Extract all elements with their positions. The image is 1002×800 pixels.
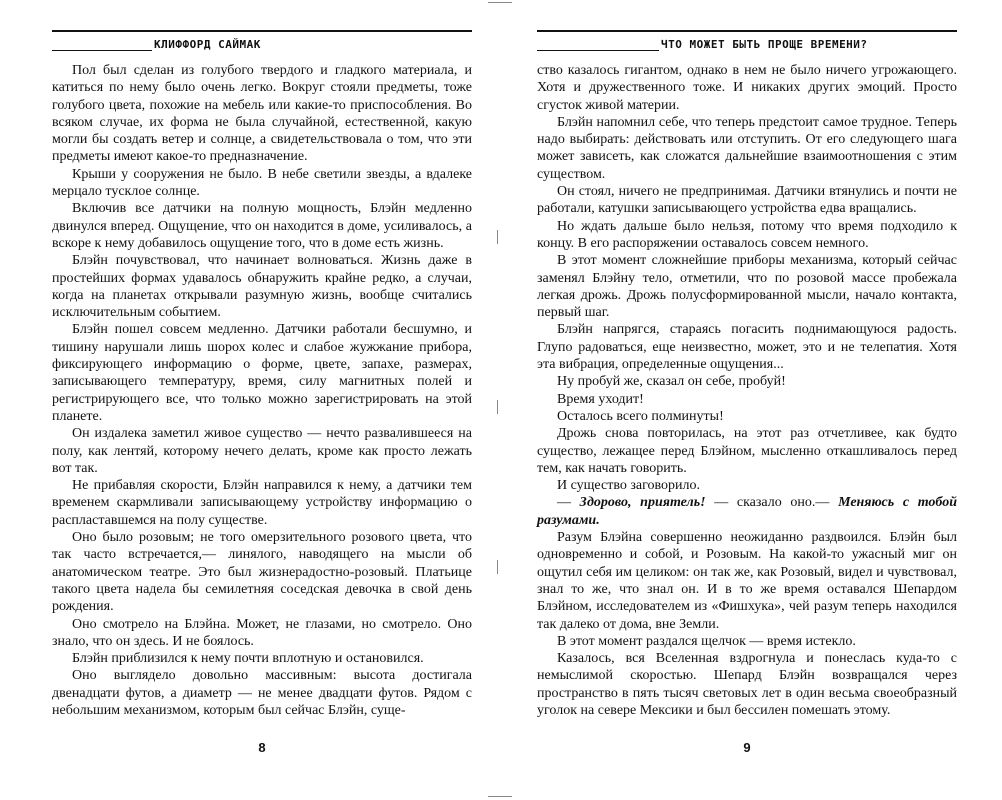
dialog-paragraph	[537, 494, 957, 529]
paragraph: В этот момент сложнейшие приборы механизма, который сейчас заменял Блэйну тело, отметили, что по розовой массе пробежала легкая дрожь. Дрожь полусформированной мысли, начало контакта, первый шаг.	[537, 253, 957, 321]
left-running-header	[52, 30, 472, 54]
paragraph: Время уходит!	[557, 391, 644, 407]
gutter-mark	[497, 230, 498, 244]
paragraph: Оно смотрело на Блэйна. Может, не глазами, но смотрело. Оно знало, что он здесь. И не боялось.	[52, 616, 472, 649]
header-rule	[52, 50, 152, 51]
paragraph: Осталось всего полминуты!	[557, 408, 724, 424]
right-header-title: ЧТО МОЖЕТ БЫТЬ ПРОЩЕ ВРЕМЕНИ?	[661, 38, 868, 51]
right-page-number: 9	[743, 740, 751, 755]
paragraph: Блэйн приблизился к нему почти вплотную и остановился.	[72, 651, 424, 667]
dialog-quote: Здорово, приятель!	[579, 495, 706, 511]
paragraph: Он стоял, ничего не предпринимая. Датчики втянулись и почти не работали, катушки записывающего устройства едва вращались.	[537, 184, 957, 217]
paragraph: Казалось, вся Вселенная вздрогнула и понеслась куда-то с немыслимой скоростью. Шепард Блэйн возвращался через пространство в пять тысяч световых лет в один весьма своеобразный уголок на севере Мексики и был бессилен помешать этому.	[537, 651, 957, 718]
paragraph: Не прибавляя скорости, Блэйн направился к нему, а датчики тем временем скармливали записывающему устройству информацию о распластавшемся на полу существе.	[52, 478, 472, 528]
paragraph: Блэйн почувствовал, что начинает волноваться. Жизнь даже в простейших формах удавалось обнаружить крайне редко, а случаи, когда на планетах открывали разумную жизнь, вообще считались исключительным событием.	[52, 253, 472, 321]
paragraph: Крыши у сооружения не было. В небе светили звезды, а вдалеке мерцало тусклое солнце.	[52, 166, 472, 200]
paragraph: Блэйн напрягся, стараясь погасить поднимающуюся радость. Глупо радоваться, еще неизвестно, может, это и не телепатия. Хотя эта вибрация, определенные ощущения...	[537, 322, 957, 373]
continued-paragraph: ство казалось гигантом, однако в нем не было ничего угрожающего. Хотя и дружественного тоже. И никаких других эмоций. Просто сгусток живой материи.	[537, 63, 957, 113]
left-page	[52, 0, 472, 800]
left-page-text	[52, 62, 472, 719]
left-header-title: КЛИФФОРД САЙМАК	[154, 38, 261, 51]
dialog-dash: —	[557, 495, 580, 511]
paragraph: Дрожь снова повторилась, на этот раз отчетливее, как будто существо, лежащее перед Блэйном, мысленно откашливалось перед тем, как начать говорить.	[537, 426, 957, 476]
right-page	[537, 0, 957, 800]
paragraph: Блэйн напомнил себе, что теперь предстоит самое трудное. Теперь надо выбирать: действовать или отступить. От его следующего шага может зависеть, как сложатся дальнейшие взаимоотношения с этим существом.	[537, 114, 957, 182]
dialog-attribution: — сказало оно.—	[705, 495, 839, 511]
paragraph: Он издалека заметил живое существо — нечто развалившееся на полу, как лентяй, которому нечего делать, кроме как просто лежать вот так.	[52, 426, 472, 476]
left-page-number: 8	[258, 740, 266, 755]
paragraph: Ну пробуй же, сказал он себе, пробуй!	[557, 374, 786, 390]
header-rule	[537, 50, 659, 51]
paragraph: Включив все датчики на полную мощность, Блэйн медленно двинулся вперед. Ощущение, что он находится в доме, усиливалось, а вскоре к нему добавилось ощущение того, что в доме есть жизнь.	[52, 201, 472, 251]
gutter-mark	[497, 400, 498, 414]
paragraph: Разум Блэйна совершенно неожиданно раздвоился. Блэйн был одновременно и собой, и Розовым. На какой-то ужасный миг он ощутил себя им целиком: он так же, как Розовый, видел и чувствовал, знал то же, что знал он. И в то же время оставался Шепардом Блэйном, исследователем из «Фишхука», чей разум теперь находился так далеко от дома, вне Земли.	[537, 530, 957, 632]
gutter-top-mark	[488, 2, 512, 3]
paragraph: Пол был сделан из голубого твердого и гладкого материала, и катиться по нему было очень легко. Вокруг стояли предметы, тоже голубого цвета, похожие на мебель или какие-то приспособления. Во всяком случае, их форма не была случайной, естественной, какую могли бы создать ветер и солнце, а свидетельствовала о том, что эти предметы имеют какое-то предназначение.	[52, 63, 472, 165]
paragraph: Оно выглядело довольно массивным: высота достигала двенадцати футов, а диаметр — не менее двадцати футов. Рядом с небольшим механизмом, которым был сейчас Блэйн, суще-	[52, 668, 472, 718]
paragraph: В этот момент раздался щелчок — время истекло.	[557, 633, 856, 649]
right-page-text	[537, 62, 957, 719]
paragraph: Оно было розовым; не того омерзительного розового цвета, что так часто встречается,— линялого, наводящего на мысли об анатомическом театре. Это был жизнерадостно-розовый. Платьице такого цвета надела бы семилетняя соседская девочка в свой день рождения.	[52, 530, 472, 615]
gutter-bottom-mark	[488, 796, 512, 797]
dialog-quote: Меняюсь с тобой разумами.	[537, 495, 957, 528]
paragraph: Блэйн пошел совсем медленно. Датчики работали бесшумно, и тишину нарушали лишь шорох колес и слабое жужжание прибора, фиксирующего информацию о форме, цвете, запахе, размерах, записывающего температуру, время, силу магнитных полей и регистрирующего все, что только можно зарегистрировать на этой планете.	[52, 322, 472, 424]
paragraph: И существо заговорило.	[557, 478, 700, 494]
paragraph: Но ждать дальше было нельзя, потому что время подходило к концу. В его распоряжении оставалось совсем немного.	[537, 218, 957, 251]
right-running-header	[537, 30, 957, 54]
gutter-mark	[497, 560, 498, 574]
